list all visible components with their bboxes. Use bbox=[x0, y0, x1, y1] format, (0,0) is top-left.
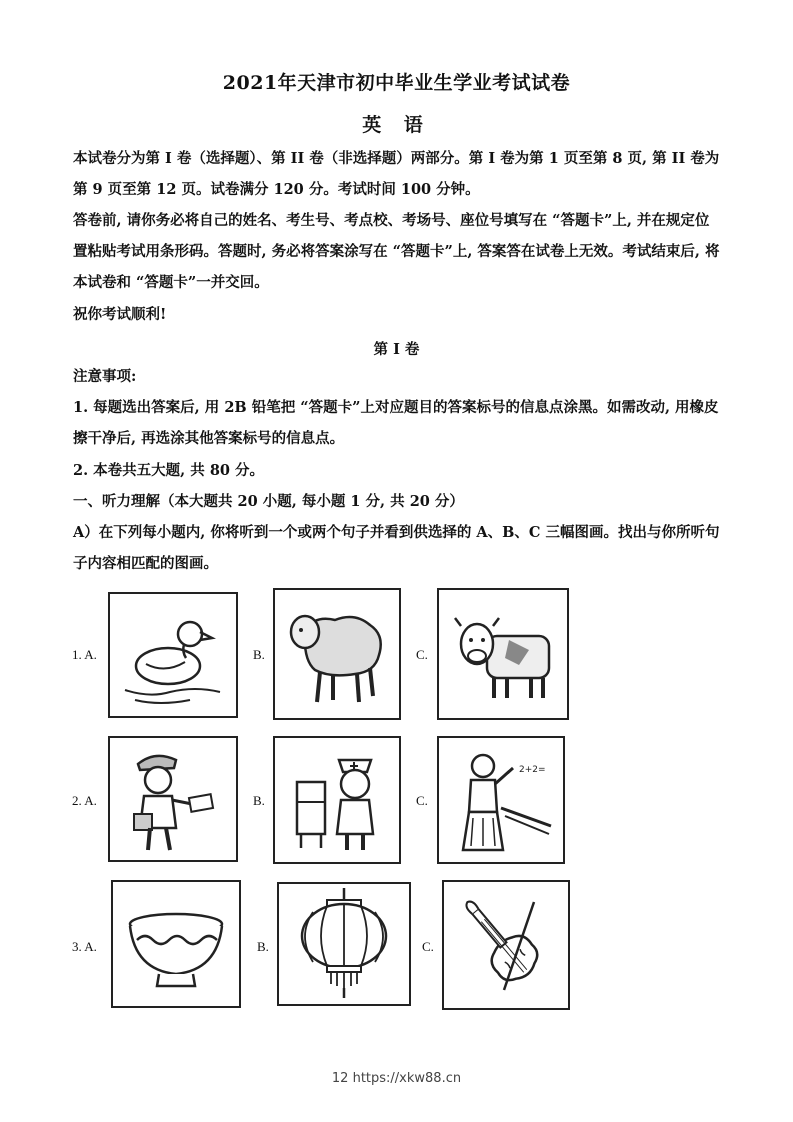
sheep-picture[interactable] bbox=[273, 588, 401, 720]
lantern-picture[interactable] bbox=[277, 882, 411, 1006]
question-1-label-a: 1. A. bbox=[72, 647, 97, 662]
teacher-picture[interactable] bbox=[437, 736, 565, 864]
intro-paragraph-3: 祝你考试顺利! bbox=[73, 306, 167, 323]
part1-heading: 一、听力理解（本大题共 20 小题, 每小题 1 分, 共 20 分） bbox=[73, 493, 464, 510]
section-title: 第 I 卷 bbox=[373, 341, 420, 358]
intro-paragraph-2: 答卷前, 请你务必将自己的姓名、考生号、考点校、考场号、座位号填写在 “答题卡”上, 并在规定位置粘贴考试用条形码。答题时, 务必将答案涂写在 “答题卡”上, 答案答在试卷上无效。考试结束后, 将本试卷和 “答题卡”一并交回。 bbox=[73, 212, 720, 291]
notice-item-1: 1. 每题选出答案后, 用 2B 铅笔把 “答题卡”上对应题目的答案标号的信息点涂黑。如需改动, 用橡皮擦干净后, 再选涂其他答案标号的信息点。 bbox=[73, 399, 719, 447]
cow-icon bbox=[439, 590, 567, 718]
question-3-label-b: B. bbox=[257, 939, 269, 954]
sheep-icon bbox=[275, 590, 399, 718]
bowl-picture[interactable] bbox=[111, 880, 241, 1008]
notice-heading: 注意事项: bbox=[73, 368, 137, 385]
question-2-label-b: B. bbox=[253, 793, 265, 808]
duck-icon bbox=[110, 594, 236, 716]
notice-item-2: 2. 本卷共五大题, 共 80 分。 bbox=[73, 462, 265, 479]
question-3-label-a: 3. A. bbox=[72, 939, 97, 954]
question-2-label-c: C. bbox=[416, 793, 428, 808]
question-2-label-a: 2. A. bbox=[72, 793, 97, 808]
part1-instruction: A）在下列每小题内, 你将听到一个或两个句子并看到供选择的 A、B、C 三幅图画。找出与你所听句子内容相匹配的图画。 bbox=[73, 524, 720, 572]
page-footer: 12 https://xkw88.cn bbox=[331, 1071, 462, 1086]
nurse-picture[interactable] bbox=[273, 736, 401, 864]
exam-title: 2021年天津市初中毕业生学业考试试卷 bbox=[222, 72, 571, 94]
postman-icon bbox=[110, 738, 236, 860]
nurse-icon bbox=[275, 738, 399, 862]
intro-paragraph-1: 本试卷分为第 I 卷（选择题）、第 II 卷（非选择题）两部分。第 I 卷为第 1 页至第 8 页, 第 II 卷为第 9 页至第 12 页。试卷满分 120 分。考试时间 100 分钟。 bbox=[73, 150, 720, 198]
lantern-icon bbox=[279, 884, 409, 1004]
question-1-label-c: C. bbox=[416, 647, 428, 662]
question-1-label-b: B. bbox=[253, 647, 265, 662]
postman-picture[interactable] bbox=[108, 736, 238, 862]
question-3-label-c: C. bbox=[422, 939, 434, 954]
violin-icon bbox=[444, 882, 568, 1008]
cow-picture[interactable] bbox=[437, 588, 569, 720]
violin-picture[interactable] bbox=[442, 880, 570, 1010]
subject-heading: 英 语 bbox=[362, 114, 431, 136]
bowl-icon bbox=[113, 882, 239, 1006]
teacher-icon bbox=[439, 738, 563, 862]
svg-text:2+2=: 2+2= bbox=[519, 765, 546, 775]
duck-picture[interactable] bbox=[108, 592, 238, 718]
